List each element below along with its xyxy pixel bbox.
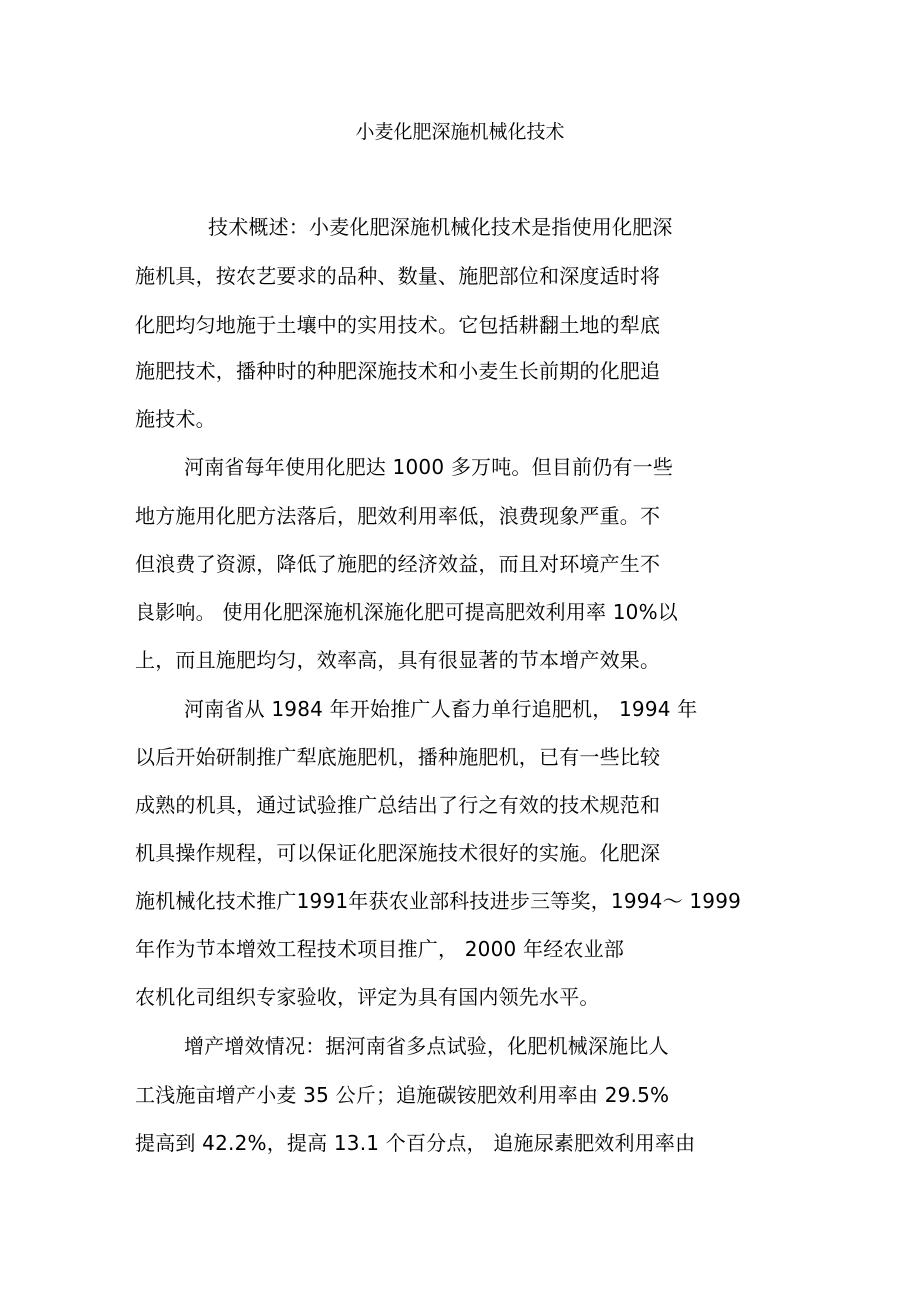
paragraph-4-line-3: 提高到 42.2%，提高 13.1 个百分点， 追施尿素肥效利用率由 xyxy=(135,1131,696,1155)
paragraph-1-line-2: 施机具，按农艺要求的品种、数量、施肥部位和深度适时将 xyxy=(135,264,661,288)
paragraph-4-line-2: 工浅施亩增产小麦 35 公斤；追施碳铵肥效利用率由 29.5% xyxy=(135,1083,670,1107)
paragraph-1-line-5: 施技术。 xyxy=(135,407,216,431)
paragraph-4-line-1: 增产增效情况：据河南省多点试验，化肥机械深施比人 xyxy=(184,1034,669,1058)
paragraph-2-line-5: 上，而且施肥均匀，效率高，具有很显著的节本增产效果。 xyxy=(135,648,661,672)
paragraph-3-line-7: 农机化司组织专家验收，评定为具有国内领先水平。 xyxy=(135,985,600,1009)
paragraph-2-line-1: 河南省每年使用化肥达 1000 多万吨。但目前仍有一些 xyxy=(184,455,674,479)
paragraph-1-line-1: 技术概述：小麦化肥深施机械化技术是指使用化肥深 xyxy=(208,215,673,239)
paragraph-1-line-4: 施肥技术，播种时的种肥深施技术和小麦生长前期的化肥追 xyxy=(135,359,661,383)
paragraph-3-line-3: 成熟的机具，通过试验推广总结出了行之有效的技术规范和 xyxy=(135,793,661,817)
paragraph-3-line-5: 施机械化技术推广1991年获农业部科技进步三等奖，1994～ 1999 xyxy=(135,889,742,913)
paragraph-2-line-2: 地方施用化肥方法落后，肥效利用率低，浪费现象严重。不 xyxy=(135,504,661,528)
paragraph-3-line-4: 机具操作规程，可以保证化肥深施技术很好的实施。化肥深 xyxy=(135,841,661,865)
paragraph-3-line-2: 以后开始研制推广犁底施肥机，播种施肥机，已有一些比较 xyxy=(135,745,661,769)
paragraph-3-line-1: 河南省从 1984 年开始推广人畜力单行追肥机， 1994 年 xyxy=(184,697,698,721)
paragraph-2-line-3: 但浪费了资源，降低了施肥的经济效益，而且对环境产生不 xyxy=(135,552,661,576)
document-title: 小麦化肥深施机械化技术 xyxy=(355,121,565,143)
paragraph-3-line-6: 年作为节本增效工程技术项目推广， 2000 年经农业部 xyxy=(135,937,625,961)
paragraph-2-line-4: 良影响。 使用化肥深施机深施化肥可提高肥效利用率 10%以 xyxy=(135,600,678,624)
paragraph-1-line-3: 化肥均匀地施于土壤中的实用技术。它包括耕翻土地的犁底 xyxy=(135,313,661,337)
